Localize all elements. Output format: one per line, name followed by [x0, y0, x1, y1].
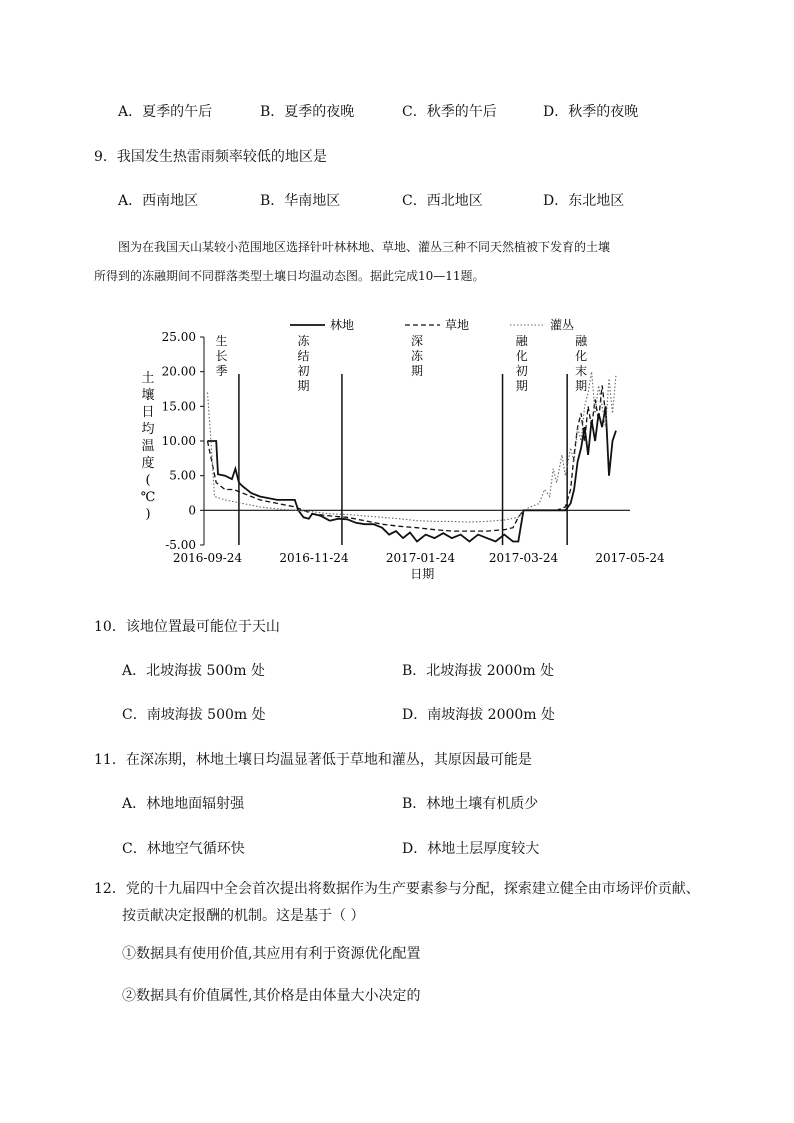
y-axis-label-char: ℃ — [140, 490, 156, 505]
q9-option-c: C．西北地区 — [402, 193, 483, 209]
x-tick-label: 2017-05-24 — [595, 551, 665, 565]
period-label-char: 初 — [515, 364, 528, 378]
legend-label: 草地 — [445, 318, 470, 332]
x-tick-label: 2017-03-24 — [488, 551, 559, 565]
chart-svg — [130, 312, 690, 592]
y-tick-label: -5.00 — [165, 538, 196, 552]
series-line-1 — [208, 406, 617, 541]
x-tick-label: 2016-09-24 — [172, 551, 243, 565]
y-axis-label-char: 土 — [141, 371, 155, 386]
q11-option-b: B．林地土壤有机质少 — [402, 796, 539, 812]
y-tick-label: 15.00 — [161, 399, 196, 414]
period-label-char: 融 — [575, 334, 588, 348]
y-tick-label: 0 — [188, 503, 196, 518]
period-label-char: 深 — [410, 334, 424, 348]
period-label-char: 期 — [410, 364, 424, 378]
q9-stem: 9．我国发生热雷雨频率较低的地区是 — [94, 149, 327, 165]
q8-option-c: C．秋季的午后 — [402, 104, 497, 120]
q10-option-c: C．南坡海拔 500m 处 — [122, 707, 266, 723]
q9-option-d: D．东北地区 — [543, 193, 625, 209]
series-line-2 — [208, 386, 606, 532]
legend-label: 林地 — [330, 318, 355, 332]
q10-option-a: A．北坡海拔 500m 处 — [122, 663, 266, 679]
period-label-char: 初 — [297, 364, 310, 378]
intro-line-1: 图为在我国天山某较小范围地区选择针叶林林地、草地、灌丛三种不同天然植被下发育的土壤 — [118, 240, 611, 254]
q8-option-b: B．夏季的夜晚 — [260, 104, 355, 120]
q10-option-d: D．南坡海拔 2000m 处 — [402, 707, 556, 723]
period-label-char: 生 — [215, 334, 228, 348]
period-label-char: 期 — [515, 379, 528, 393]
x-axis-label: 日期 — [410, 567, 435, 581]
period-label-char: 长 — [215, 349, 228, 363]
q11-stem: 11．在深冻期，林地土壤日均温显著低于草地和灌丛，其原因最可能是 — [94, 752, 532, 768]
intro-line-2: 所得到的冻融期间不同群落类型土壤日均温动态图。据此完成10—11题。 — [94, 269, 485, 283]
q12-stem-line-1: 12．党的十九届四中全会首次提出将数据作为生产要素参与分配，探索建立健全由市场评价贡献、 — [94, 881, 700, 897]
q8-option-a: A．夏季的午后 — [118, 104, 213, 120]
q10-stem: 10．该地位置最可能位于天山 — [94, 619, 280, 635]
y-tick-label: 5.00 — [169, 468, 196, 483]
y-axis-label-char: 均 — [141, 422, 155, 437]
q10-option-b: B．北坡海拔 2000m 处 — [402, 663, 555, 679]
y-axis-label-char: ) — [145, 507, 151, 522]
y-tick-label: 20.00 — [161, 364, 196, 379]
period-label-char: 期 — [575, 379, 588, 393]
period-label-char: 冻 — [410, 349, 424, 363]
q9-option-b: B．华南地区 — [260, 193, 341, 209]
y-tick-label: 10.00 — [161, 434, 196, 448]
soil-temperature-chart — [130, 312, 690, 592]
period-label-char: 末 — [575, 364, 588, 378]
y-axis-label-char: ( — [145, 473, 151, 488]
x-tick-label: 2016-11-24 — [279, 551, 349, 565]
y-axis-label-char: 日 — [141, 405, 155, 420]
q9-option-a: A．西南地区 — [118, 193, 199, 209]
x-tick-label: 2017-01-24 — [385, 551, 456, 565]
y-axis-label-char: 度 — [141, 456, 155, 471]
q8-option-d: D．秋季的夜晚 — [543, 104, 639, 120]
q12-item-2: ②数据具有价值属性,其价格是由体量大小决定的 — [122, 988, 421, 1004]
y-axis-label-char: 温 — [141, 439, 155, 454]
period-label-char: 季 — [215, 364, 228, 378]
period-label-char: 化 — [575, 349, 588, 363]
period-label-char: 融 — [515, 334, 528, 348]
period-label-char: 化 — [515, 349, 528, 363]
y-tick-label: 25.00 — [161, 330, 196, 344]
series-line-3 — [208, 372, 617, 522]
period-label-char: 冻 — [297, 334, 310, 348]
q12-stem-line-2: 按贡献决定报酬的机制。这是基于（ ） — [122, 908, 365, 924]
q11-option-a: A．林地地面辐射强 — [122, 796, 245, 812]
y-axis-label-char: 壤 — [141, 388, 155, 403]
period-label-char: 结 — [297, 349, 310, 363]
period-label-char: 期 — [297, 379, 310, 393]
q12-item-1: ①数据具有使用价值,其应用有利于资源优化配置 — [122, 946, 421, 962]
q11-option-d: D．林地土层厚度较大 — [402, 841, 540, 857]
legend-label: 灌丛 — [550, 318, 575, 332]
q11-option-c: C．林地空气循环快 — [122, 841, 245, 857]
